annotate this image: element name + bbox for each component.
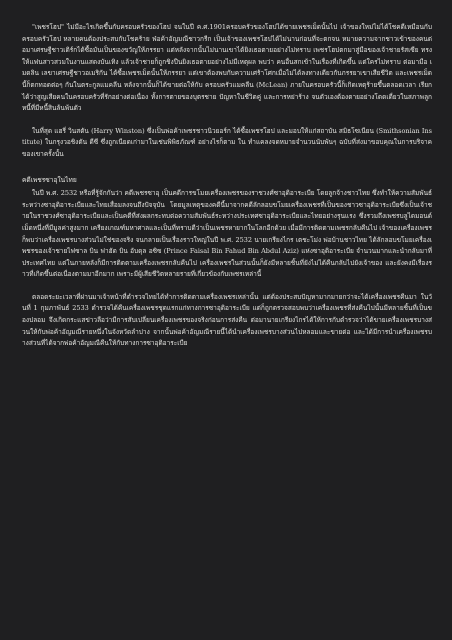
section-title: คดีเพชรซาอุในไทย xyxy=(22,175,77,184)
paragraph-saudi-gems-case: ในปี พ.ศ. 2532 หรือที่รู้จักกันว่า คดีเพชรซาอุ เป็นคดีการขโมยเครื่องเพชรของราชวงศ์ซาอุดิอาระเบีย โดยลูกจ้างชาวไทย ซึ่งทำให้ความสัมพันธ์ระหว่างซาอุดิอาระเบียและไทยเสื่อมลงจนถึงปัจจุบัน โดยมูลเหตุของคดีนี้มาจากคดีลักลอบขโมยเครื่องเพชรที่เป็นของชาวซาอุดิอาระเบียซึ่งเป็นเจ้าชายในราชวงศ์ซาอุดิอาระเบียและเป็นคดีที่ส่งผลกระทบต่อความสัมพันธ์ระหว่างประเทศซาอุดิอาระเบียและไทยอย่างรุนแรง ซึ่งรวมถึงเพชรบลูไดมอนด์เม็ดหนึ่งที่มีมูลค่าสูงมาก เครียงเกณฑ์มหาศาลและเป็นที่ทราบดีว่าเป็นเพชรหายากในโลกอีกด้วย เมื่อมีการติดตามเพชรกลับคืนไป เจ้าของเครื่องเพชรก็พบว่าเครื่องเพชรบางส่วนไม่ใช่ของจริง จนกลายเป็นเรื่องราวใหญ่ในปี พ.ศ. 2532 นายเกรียงไกร เตชะโม่ง พ่อบ้านชาวไทย ได้ลักลอบขโมยเครื่องเพชรของเจ้าชายไฟซาล บิน ฟาฮัด บิน อับดุล อซิซ (Prince Faisal Bin Fahud Bin Abdul Aziz) แห่งซาอุดิอาระเบีย จำนวนมากและนำกลับมาที่ประเทศไทย แต่ในภายหลังก็มีการติดตามเครื่องเพชรกลับคืนไป เครื่องเพชรในส่วนนั้นก็ยังมีหลายชิ้นที่ยังไม่ได้คืนกลับไปยังเจ้าของ และยังคงมีเรื่องราวที่เกิดขึ้นต่อเนื่องตามมาอีกมาก เพราะมีผู้เสียชีวิตหลายรายที่เกี่ยวข้องกับเพชรเหล่านี้ xyxy=(22,189,432,279)
paragraph-hope-diamond-owners: "เพชรโฮป" ไม่มีอะไรเกิดขึ้นกับครอบครัวของโฮป จนในปี ค.ศ.1901ครอบครัวของโฮปได้ขายเพชรเม็ดนั้นไป เจ้าของใหม่ไม่ได้โชคดีเหมือนกับครอบครัวโฮป หลายคนต้องประสบกับโชคร้าย ฟ่อค้าอัญมณีชาวกรีก เป็นเจ้าของเพชรโฮปได้ไม่นานก่อนที่จะตกจน หมายความจากชาวเข้าของคนต่อมาเศรษฐีชาวเติร์กได้ซื้อมันเป็นของขวัญให้ภรรยา แต่หลังจากนั้นไม่นานเขาได้ยิงเธอตายอย่างไม่ทราบ เพชรโฮปตกมาสู่มือของเจ้าชายรัสเซีย ทรงให้แฟนสาวสวมในงานแสดงบันเทิง แล้วเจ้าชายก็ถูกชิงปืนยิงเธอตายอย่างไม่มีเหตุผล พบว่า คนอื่นสกเข้าในเรื่องที่เกิดขึ้น แต่ใครไม่ทราบ ต่อมามือ เมดลิน เลขาเศรษฐีชาวอเมริกัน ได้ซื้อเพชรเม็ดนั้นให้ภรรยา แต่เขาต้องพบกับความเศร้าโศกเมื่อไม่ได้ลงทางเดียวกับภรรยาเขาเสียชีวิต และเพชรเม็ดนี้ก็ตกทอดต่อๆ กันในตระกูลแมคลีน หลังจากนั้นก็ได้ขายต่อให้กับ ครอบครัวแมคลีน (McLean) ภายในครอบครัวนี้ก็เกิดเหตุร้ายขึ้นตลอดเวลา เรียกได้ว่าสูญเสียคนในครอบครัวที่รักอย่างต่อเนื่อง ทั้งการตายของบุตรชาย ปัญหาในชีวิตคู่ และการหย่าร้าง จนตัวเองต้องตายอย่างโดดเดี่ยวในสภาพลูกหนี้ที่มีหนี้สินล้นพ้นตัว xyxy=(22,23,432,113)
paragraph-harry-winston: ในที่สุด แฮรี่ วินสตัน (Harry Winston) ซึ่งเป็นพ่อค้าเพชรชาวนิวยอร์ก ได้ซื้อเพชรโฮป และมอบให้แก่สถาบัน สมิธโซเนียน (Smithsonian Institute) ในกรุงวอชิงตัน ดีซี ซึ่งถูกเนียดเก่ามาในเช่นพิพิธภัณฑ์ อย่างไรก็ตาม ใน ทำแคลงจดหมายจำนวนนับพันๆ ฉบับที่ส่งมาขอบคุณในการบริจาคของเขาครั้งนั้น xyxy=(22,126,432,158)
paragraph-recovery: ตลอดระยะเวลาที่ผ่านมาเจ้าหน้าที่ตำรวจไทยได้ทำการติดตามเครื่องเพชรเหล่านั้น แต่ต้องประสบปัญหามากมายกว่าจะได้เครื่องเพชรคืนมา ในวันที่ 1 กุมภาพันธ์ 2533 ตำรวจได้คืนเครื่องเพชรชุดแรกแก่ทางการซาอุดิอาระเบีย แต่ก็ถูกตรวจสอบพบว่าเครื่องเพชรที่ส่งคืนไปนั้นมีหลายชิ้นที่เป็นของปลอม จึงเกิดกระแสข่าวลือว่ามีการสับเปลี่ยนเครื่องเพชรของจริงก่อนการส่งคืน ต่อมานายเกรียงไกรได้ให้การกับตำรวจว่าได้ขายเครื่องเพชรบางส่วนให้กับพ่อค้าอัญมณีรายหนึ่งในจังหวัดลำปาง จากนั้นพ่อค้าอัญมณีรายนี้ได้นำเครื่องเพชรบางส่วนไปหลอมและขายต่อ และได้มีการนำเครื่องเพชรบางส่วนที่ได้จากพ่อค้าอัญมณีคืนให้กับทางการซาอุดิอาระเบีย xyxy=(22,292,432,348)
